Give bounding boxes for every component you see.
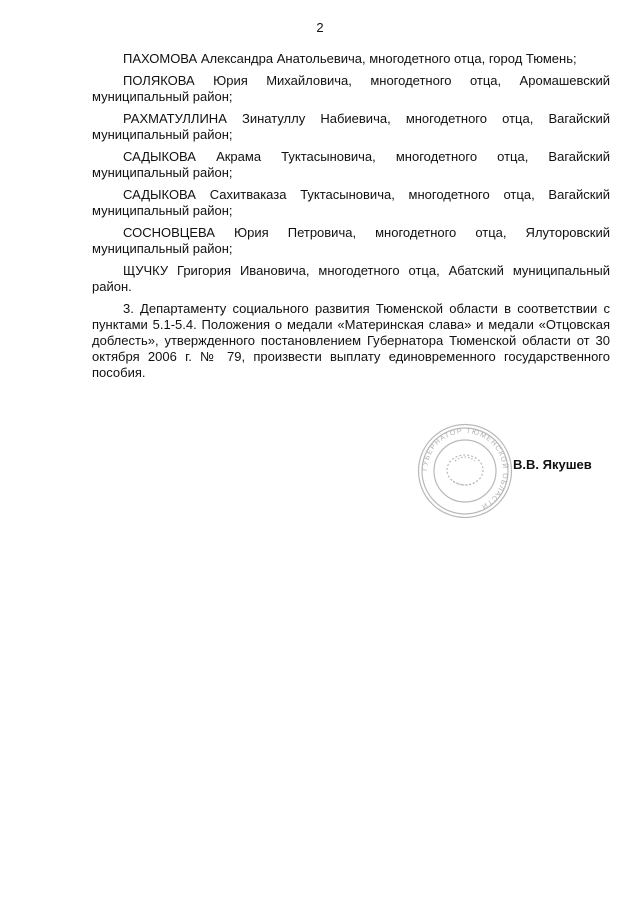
paragraph-rakhmatullin: РАХМАТУЛЛИНА Зинатуллу Набиевича, многодетного отца, Вагайский муниципальный район; bbox=[92, 111, 610, 142]
paragraph-polyakov: ПОЛЯКОВА Юрия Михайловича, многодетного отца, Аромашевский муниципальный район; bbox=[92, 73, 610, 104]
paragraph-sadykov-akram: САДЫКОВА Акрама Туктасыновича, многодетного отца, Вагайский муниципальный район; bbox=[92, 149, 610, 180]
paragraph-pakhomov: ПАХОМОВА Александра Анатольевича, многодетного отца, город Тюмень; bbox=[123, 51, 577, 66]
seal-ring-text: ГУБЕРНАТОР ТЮМЕНСКОЙ ОБЛАСТИ bbox=[421, 427, 509, 511]
page-number: 2 bbox=[316, 20, 324, 35]
official-seal-icon bbox=[417, 423, 513, 519]
paragraph-sadykov-sakhitvakaz: САДЫКОВА Сахитваказа Туктасыновича, многодетного отца, Вагайский муниципальный район; bbox=[92, 187, 610, 218]
document-body bbox=[92, 51, 610, 387]
paragraph-item-3: 3. Департаменту социального развития Тюменской области в соответствии с пунктами 5.1-5.4. Положения о медали «Материнская слава» и медали «Отцовская доблесть», утвержденного постановлением Губернатора Тюменской области от 30 октября 2006 г. № 79, произвести выплату единовременного государственного пособия. bbox=[92, 301, 610, 380]
paragraph-sosnovtsev: СОСНОВЦЕВА Юрия Петровича, многодетного отца, Ялуторовский муниципальный район; bbox=[92, 225, 610, 256]
paragraph-shchuchka: ЩУЧКУ Григория Ивановича, многодетного отца, Абатский муниципальный район. bbox=[92, 263, 610, 294]
signer-name: В.В. Якушев bbox=[513, 457, 592, 472]
